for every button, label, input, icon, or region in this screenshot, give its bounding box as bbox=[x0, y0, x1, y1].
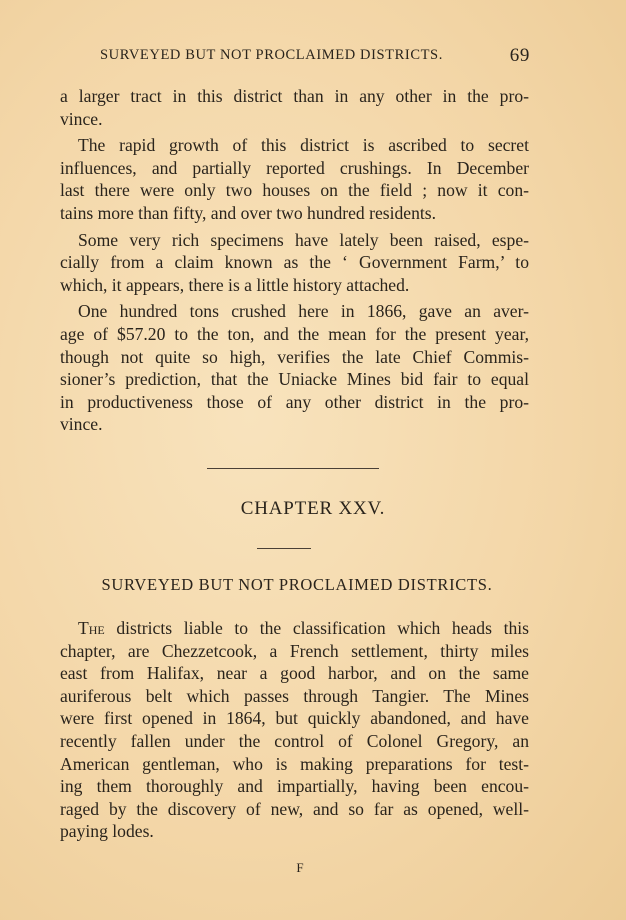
text-line: influences, and partially reported crushings. In December bbox=[60, 157, 529, 178]
text-line: age of $57.20 to the ton, and the mean for the present year, bbox=[60, 323, 529, 344]
text-line: last there were only two houses on the field ; now it con- bbox=[60, 180, 529, 201]
paragraph bbox=[60, 85, 529, 130]
text-line bbox=[60, 617, 529, 640]
chapter-body bbox=[60, 617, 529, 843]
text-line: tains more than fifty, and over two hundred residents. bbox=[60, 202, 437, 223]
text-line: paying lodes. bbox=[60, 821, 154, 842]
text-line: raged by the discovery of new, and so far as opened, well- bbox=[60, 798, 529, 819]
text-line: chapter, are Chezzetcook, a French settlement, thirty miles bbox=[60, 640, 529, 661]
text-line: recently fallen under the control of Colonel Gregory, an bbox=[60, 730, 529, 751]
text-line: auriferous belt which passes through Tangier. The Mines bbox=[60, 685, 529, 706]
drop-word: The bbox=[78, 618, 105, 638]
section-title: SURVEYED BUT NOT PROCLAIMED DISTRICTS. bbox=[101, 575, 493, 594]
paragraph bbox=[60, 617, 529, 843]
text-line: Some very rich specimens have lately been raised, espe- bbox=[78, 229, 529, 250]
text-line: a larger tract in this district than in any other in the pro- bbox=[60, 86, 529, 106]
chapter-ornament-rule bbox=[257, 548, 311, 549]
text-line: in productiveness those of any other district in the pro- bbox=[60, 391, 529, 412]
chapter-title: CHAPTER XXV. bbox=[240, 498, 386, 519]
text-line: were first opened in 1864, but quickly abandoned, and have bbox=[60, 708, 529, 729]
text-line: American gentleman, who is making preparations for test- bbox=[60, 753, 529, 774]
running-head-title: SURVEYED BUT NOT PROCLAIMED DISTRICTS. bbox=[100, 47, 443, 63]
text-line: vince. bbox=[60, 414, 103, 435]
text-line: cially from a claim known as the ‘ Government Farm,’ to bbox=[60, 252, 529, 273]
text-line: though not quite so high, verifies the late Chief Commis- bbox=[60, 346, 529, 367]
text-line: vince. bbox=[60, 108, 103, 129]
top-text-block bbox=[60, 85, 529, 436]
text-line: ing them thoroughly and impartially, having been encou- bbox=[60, 776, 529, 797]
paragraph bbox=[60, 300, 529, 436]
signature-mark: F bbox=[296, 860, 304, 875]
paragraph bbox=[60, 229, 529, 297]
text-fragment: districts liable to the classification which heads this bbox=[104, 618, 529, 638]
page-number: 69 bbox=[509, 45, 530, 66]
section-divider-rule bbox=[207, 468, 379, 469]
text-line: The rapid growth of this district is ascribed to secret bbox=[78, 135, 529, 156]
paragraph bbox=[60, 134, 529, 224]
text-line: east from Halifax, near a good harbor, and on the same bbox=[60, 663, 529, 684]
text-line: One hundred tons crushed here in 1866, gave an aver- bbox=[78, 301, 529, 322]
text-line: sioner’s prediction, that the Uniacke Mines bid fair to equal bbox=[60, 369, 529, 390]
text-line: which, it appears, there is a little history attached. bbox=[60, 274, 410, 295]
